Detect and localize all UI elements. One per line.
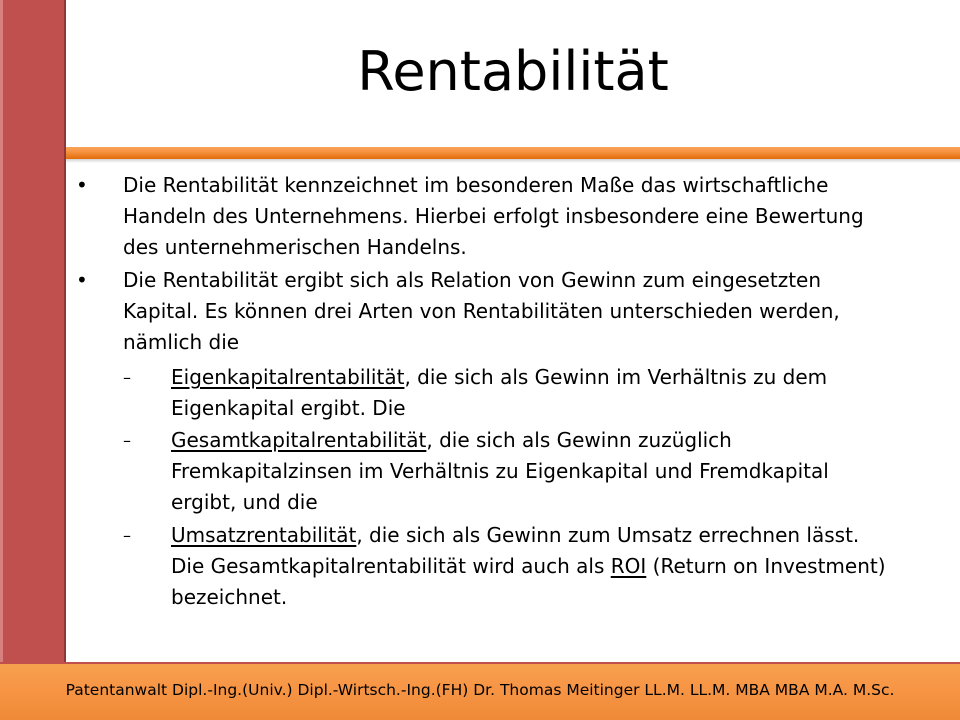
sub-bullet-dash: – — [123, 431, 131, 450]
bullet-marker: • — [76, 268, 88, 292]
sub-item-2-line-3: ergibt, und die — [171, 490, 318, 514]
sub-bullet-dash: – — [123, 526, 131, 545]
title-accent-shadow — [66, 159, 960, 163]
bullet-1-line-2: Handeln des Unternehmens. Hierbei erfolgt insbesondere eine Bewertung — [123, 204, 864, 228]
bullet-marker: • — [76, 173, 88, 197]
term-eigenkapitalrentabilitaet: Eigenkapitalrentabilität — [171, 365, 405, 389]
sub-item-3-line-2 — [171, 551, 951, 582]
bullet-1-line-1: Die Rentabilität kennzeichnet im besonderen Maße das wirtschaftliche — [123, 173, 829, 197]
sub-item-2-rest: , die sich als Gewinn zuzüglich — [426, 428, 732, 452]
sub-item-3-line-2-prefix: Die Gesamtkapitalrentabilität wird auch als — [171, 554, 611, 578]
sub-item-gesamtkapital — [171, 425, 951, 518]
bullet-1-line-3: des unternehmerischen Handelns. — [123, 235, 467, 259]
sub-item-2-line-2: Fremkapitalzinsen im Verhältnis zu Eigenkapital und Fremdkapital — [171, 459, 829, 483]
sub-item-eigenkapital — [171, 362, 951, 424]
footer-bar — [0, 662, 960, 720]
sub-item-umsatz — [171, 520, 951, 613]
bullet-1-text — [123, 170, 913, 263]
term-umsatzrentabilitaet: Umsatzrentabilität — [171, 523, 357, 547]
sub-item-3-line-3: bezeichnet. — [171, 585, 288, 609]
left-decorative-bar — [0, 0, 66, 662]
sub-item-1-rest: , die sich als Gewinn im Verhältnis zu dem — [404, 365, 828, 389]
bullet-2-line-1: Die Rentabilität ergibt sich als Relation von Gewinn zum eingesetzten — [123, 268, 822, 292]
title-accent-line — [66, 147, 960, 159]
bullet-2-text — [123, 265, 913, 358]
bullet-2-line-3: nämlich die — [123, 330, 240, 354]
sub-item-1-line-1 — [171, 362, 951, 393]
sub-item-3-line-1 — [171, 520, 951, 551]
term-gesamtkapitalrentabilitaet: Gesamtkapitalrentabilität — [171, 428, 427, 452]
sub-item-3-rest: , die sich als Gewinn zum Umsatz errechnen lässt. — [356, 523, 860, 547]
footer-text: Patentanwalt Dipl.-Ing.(Univ.) Dipl.-Wirtsch.-Ing.(FH) Dr. Thomas Meitinger LL.M. LL.M. MBA MBA M.A. M.Sc. — [65, 681, 895, 699]
left-bar-highlight — [0, 0, 3, 662]
term-roi: ROI — [610, 554, 647, 578]
sub-item-2-line-1 — [171, 425, 951, 456]
sub-item-1-line-2: Eigenkapital ergibt. Die — [171, 396, 406, 420]
sub-item-3-line-2-suffix: (Return on Investment) — [646, 554, 886, 578]
bullet-2-line-2: Kapital. Es können drei Arten von Rentabilitäten unterschieden werden, — [123, 299, 840, 323]
slide-title: Rentabilität — [357, 40, 669, 103]
sub-bullet-dash: – — [123, 368, 131, 387]
